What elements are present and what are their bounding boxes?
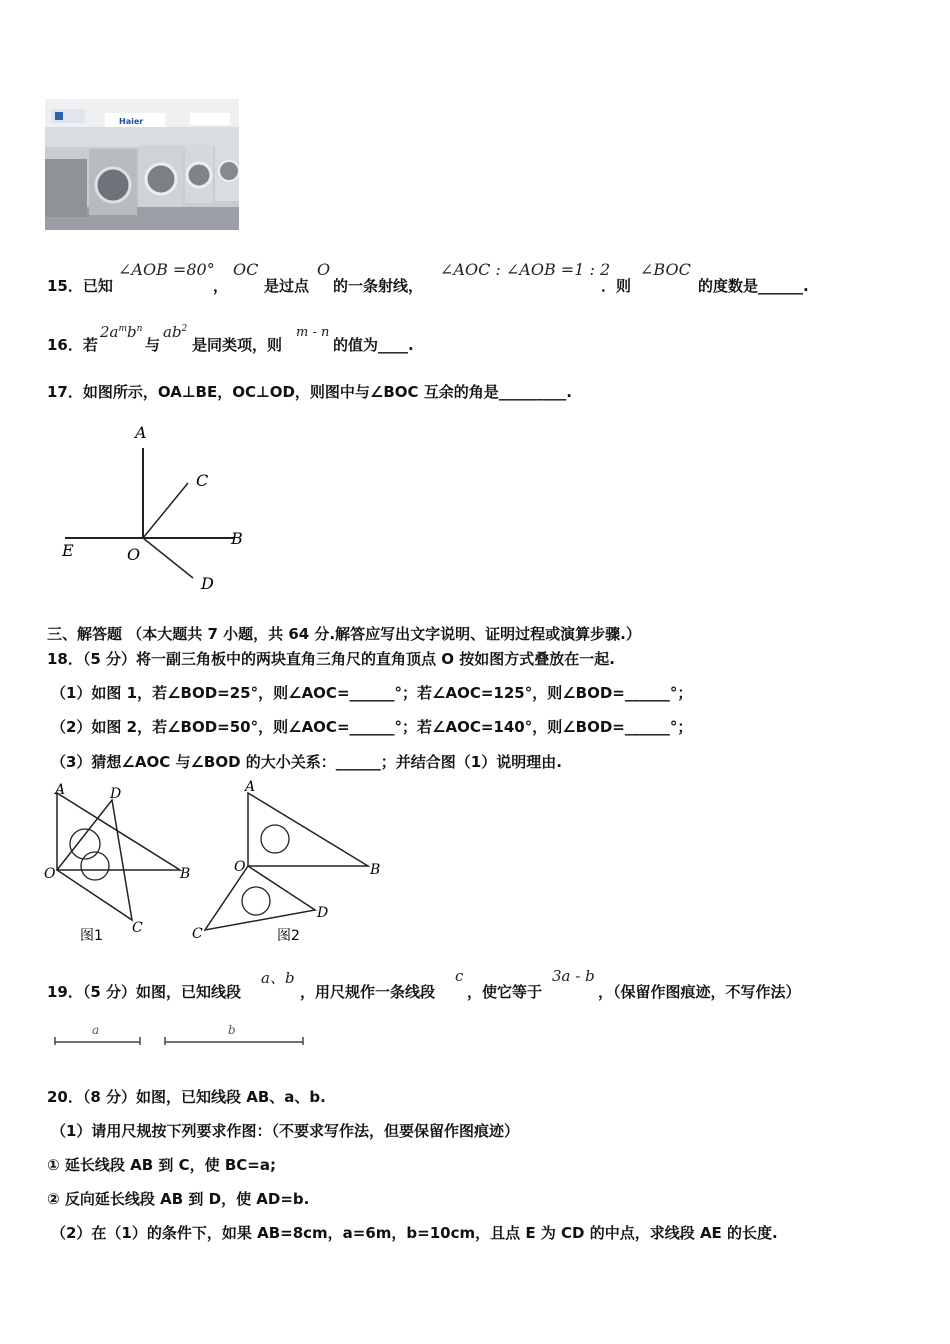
q15-ray: 的一条射线， (333, 277, 424, 295)
q15-ratio: ∠AOC : ∠AOB =1 : 2 (440, 260, 611, 279)
question-17: 17．如图所示，OA⊥BE，OC⊥OD，则图中与∠BOC 互余的角是_________. (47, 383, 572, 401)
washing-machines-photo (45, 99, 239, 230)
fig17-label-d: D (201, 574, 214, 593)
q15-is-through: 是过点 (264, 277, 310, 295)
section-3-title: 三、解答题 （本大题共 7 小题，共 64 分.解答应写出文字说明、证明过程或演算步骤.） (47, 625, 641, 643)
fig18-1-triangle-cod (57, 800, 132, 920)
q19-expr: 3a - b (552, 967, 595, 985)
washing-machines-photo-icon (45, 99, 239, 230)
question-18-intro: 18．（5 分）将一副三角板中的两块直角三角尺的直角顶点 O 按如图方式叠放在一起. (47, 650, 615, 668)
q16-num: 16．若 (47, 336, 98, 354)
question-20-step2: ② 反向延长线段 AB 到 D，使 AD=b. (47, 1190, 310, 1208)
fig17-ray-od (143, 538, 193, 578)
q19-mid2: ，使它等于 (467, 983, 543, 1001)
q16-same: 是同类项，则 (192, 336, 283, 354)
fig18-2-label-d: D (317, 905, 329, 921)
fig18-2-label-o: O (234, 859, 246, 875)
q16-term1-sup1: m (118, 324, 128, 334)
fig17-label-o: O (127, 545, 141, 564)
fig17-label-c: C (196, 471, 209, 490)
fig18-1-label-b: B (180, 866, 191, 882)
q16-with: 与 (145, 336, 161, 354)
question-18-part3: （3）猜想∠AOC 与∠BOD 的大小关系：______；并结合图（1）说明理由. (51, 753, 562, 771)
figure-19 (50, 1018, 320, 1052)
fig17-label-e: E (62, 541, 74, 560)
q16-term2-base: ab (163, 323, 182, 341)
fig17-label-a: A (135, 423, 147, 442)
question-15 (47, 275, 113, 296)
fig18-1-label-d: D (110, 786, 122, 802)
q15-oc: OC (233, 260, 259, 279)
q19-tail: ，（保留作图痕迹，不写作法） (598, 983, 801, 1001)
figure-18 (40, 778, 390, 948)
q15-comma: ， (213, 277, 229, 295)
q16-term1-mid: b (127, 323, 137, 341)
q19-mid: ，用尺规作一条线段 (300, 983, 436, 1001)
q19-num: 19．（5 分）如图，已知线段 (47, 983, 242, 1001)
question-20-part1: （1）请用尺规按下列要求作图：（不要求写作法，但要保留作图痕迹） (51, 1122, 519, 1140)
q16-term2-sup: 2 (181, 324, 188, 334)
figure-17 (55, 420, 265, 595)
question-20-part2: （2）在（1）的条件下，如果 AB=8cm，a=6m，b=10cm，且点 E 为 CD 的中点，求线段 AE 的长度. (51, 1224, 778, 1242)
q15-then: ．则 (601, 277, 632, 295)
fig18-2-triangle-cod (205, 866, 315, 930)
fig18-figure-1 (44, 782, 190, 944)
fig18-1-label-a: A (55, 782, 66, 798)
question-20-step1: ① 延长线段 AB 到 C，使 BC=a; (47, 1156, 276, 1174)
q16-term1-sup2: n (136, 324, 143, 334)
fig19-label-a: a (92, 1023, 100, 1037)
brand-sign: Haier (119, 117, 144, 126)
question-20-intro: 20．（8 分）如图，已知线段 AB、a、b. (47, 1088, 326, 1106)
q16-expr: m - n (296, 325, 330, 340)
fig17-label-b: B (231, 529, 243, 548)
q16-term1 (100, 323, 142, 341)
fig18-2-label-b: B (370, 862, 381, 878)
q16-tail: 的值为____. (333, 336, 414, 354)
fig18-2-label-a: A (245, 779, 256, 795)
q15-num: 15．已知 (47, 277, 113, 295)
q15-angle-aob: ∠AOB =80° (118, 260, 215, 279)
q19-ab: a、b (261, 969, 295, 987)
q15-o: O (317, 260, 331, 279)
fig18-2-label-c: C (192, 926, 203, 942)
fig18-2-triangle-aob (248, 793, 368, 866)
fig18-caption-2: 图2 (277, 928, 300, 944)
fig18-1-label-c: C (132, 920, 143, 936)
question-18-part1: （1）如图 1，若∠BOD=25°，则∠AOC=______°；若∠AOC=125°，则∠BOD=______°； (51, 684, 693, 702)
fig17-ray-oc (143, 483, 188, 538)
fig19-label-b: b (228, 1023, 236, 1037)
fig18-1-triangle-aob (57, 793, 180, 870)
fig18-figure-2 (192, 779, 380, 944)
fig18-2-circle-b (242, 887, 270, 915)
fig18-caption-1: 图1 (80, 928, 103, 944)
question-18-part2: （2）如图 2，若∠BOD=50°，则∠AOC=______°；若∠AOC=140°，则∠BOD=______°； (51, 718, 693, 736)
q19-c: c (455, 967, 464, 985)
q15-tail: 的度数是______. (698, 277, 809, 295)
q16-term1-base: 2a (100, 323, 119, 341)
fig18-1-label-o: O (44, 866, 56, 882)
fig18-1-circle-b (81, 852, 109, 880)
fig18-2-circle-a (261, 825, 289, 853)
q16-term2 (163, 323, 187, 341)
q15-boc: ∠BOC (640, 260, 691, 279)
